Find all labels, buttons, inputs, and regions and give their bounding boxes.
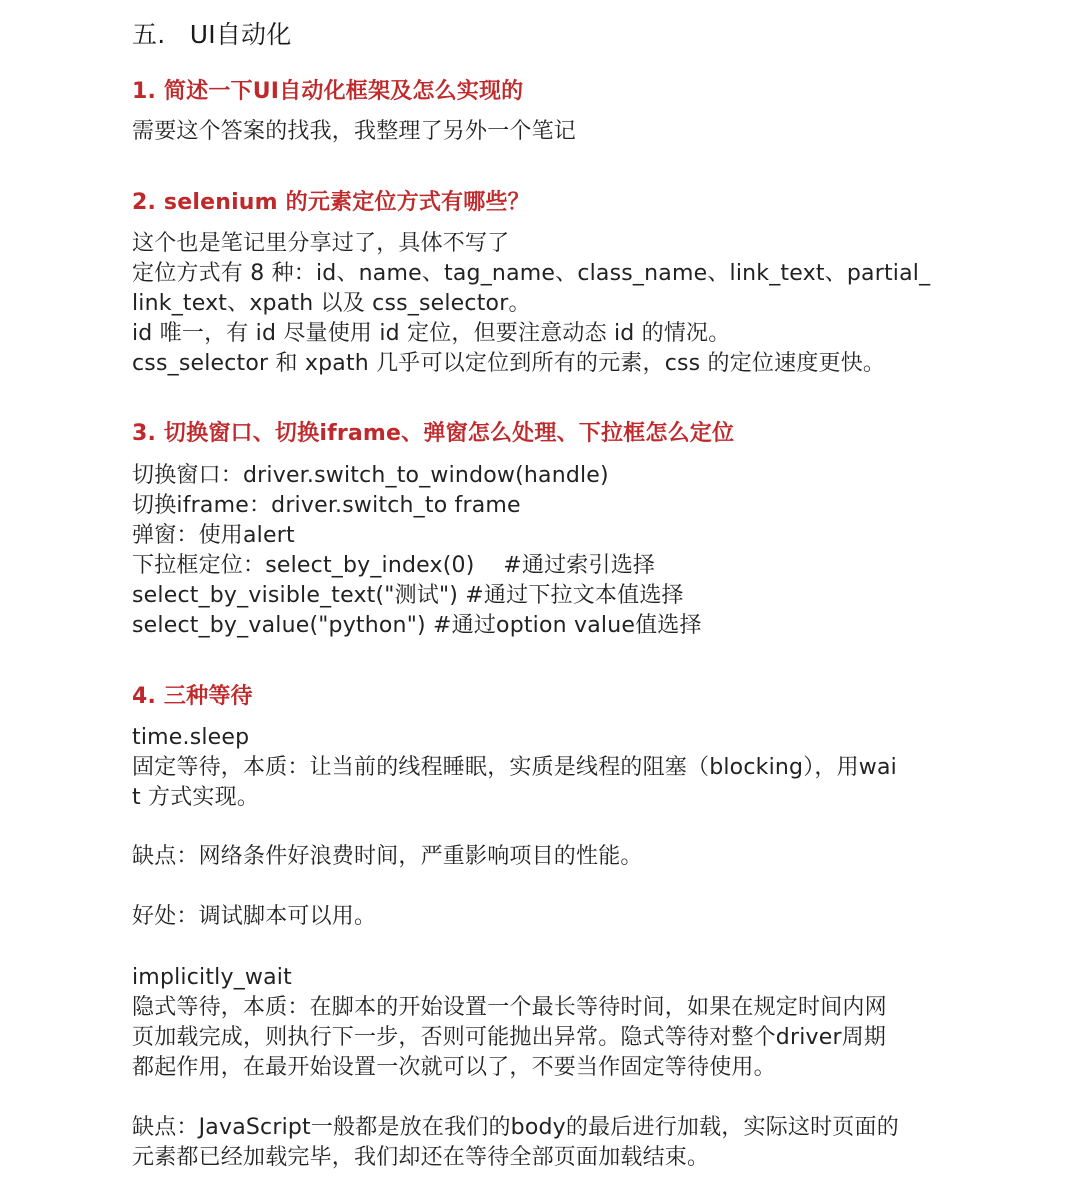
section-4-line-2: 固定等待，本质：让当前的线程睡眠，实质是线程的阻塞（blocking），用wai xyxy=(132,755,897,780)
section-3-heading: 3. 切换窗口、切换iframe、弹窗怎么处理、下拉框怎么定位 xyxy=(132,421,735,446)
section-3-line-5: select_by_visible_text("测试") #通过下拉文本值选择 xyxy=(132,583,684,608)
section-4-heading: 4. 三种等待 xyxy=(132,684,253,709)
chapter-title: 五. UI自动化 xyxy=(132,20,292,49)
section-3-line-1: 切换窗口：driver.switch_to_window(handle) xyxy=(132,463,609,488)
section-1-line-1: 需要这个答案的找我，我整理了另外一个笔记 xyxy=(132,119,577,144)
section-3-line-6: select_by_value("python") #通过option value值选择 xyxy=(132,613,702,638)
section-2-heading: 2. selenium 的元素定位方式有哪些？ xyxy=(132,190,530,215)
section-4-line-4: 缺点：网络条件好浪费时间，严重影响项目的性能。 xyxy=(132,844,643,869)
section-2-line-2: 定位方式有 8 种：id、name、tag_name、class_name、link_text、partial_ xyxy=(132,261,931,286)
section-3-line-4: 下拉框定位：select_by_index(0) #通过索引选择 xyxy=(132,553,656,578)
section-4-line-9: 都起作用，在最开始设置一次就可以了，不要当作固定等待使用。 xyxy=(132,1055,776,1080)
section-4-line-6: implicitly_wait xyxy=(132,965,292,990)
section-4-line-11: 元素都已经加载完毕，我们却还在等待全部页面加载结束。 xyxy=(132,1145,710,1170)
section-3-line-3: 弹窗：使用alert xyxy=(132,523,295,548)
section-2-line-1: 这个也是笔记里分享过了，具体不写了 xyxy=(132,231,510,256)
section-2-line-5: css_selector 和 xpath 几乎可以定位到所有的元素，css 的定位速度更快。 xyxy=(132,351,886,376)
section-4-line-1: time.sleep xyxy=(132,725,250,750)
section-1-heading: 1. 简述一下UI自动化框架及怎么实现的 xyxy=(132,79,524,104)
section-4-line-5: 好处：调试脚本可以用。 xyxy=(132,904,377,929)
section-4-line-3: t 方式实现。 xyxy=(132,785,260,810)
section-4-line-7: 隐式等待，本质：在脚本的开始设置一个最长等待时间，如果在规定时间内网 xyxy=(132,995,887,1020)
section-2-line-4: id 唯一，有 id 尽量使用 id 定位，但要注意动态 id 的情况。 xyxy=(132,321,731,346)
section-4-line-8: 页加载完成，则执行下一步，否则可能抛出异常。隐式等待对整个driver周期 xyxy=(132,1025,887,1050)
section-3-line-2: 切换iframe：driver.switch_to frame xyxy=(132,493,521,518)
section-4-line-10: 缺点：JavaScript一般都是放在我们的body的最后进行加载，实际这时页面的 xyxy=(132,1115,899,1140)
section-2-line-3: link_text、xpath 以及 css_selector。 xyxy=(132,291,531,316)
